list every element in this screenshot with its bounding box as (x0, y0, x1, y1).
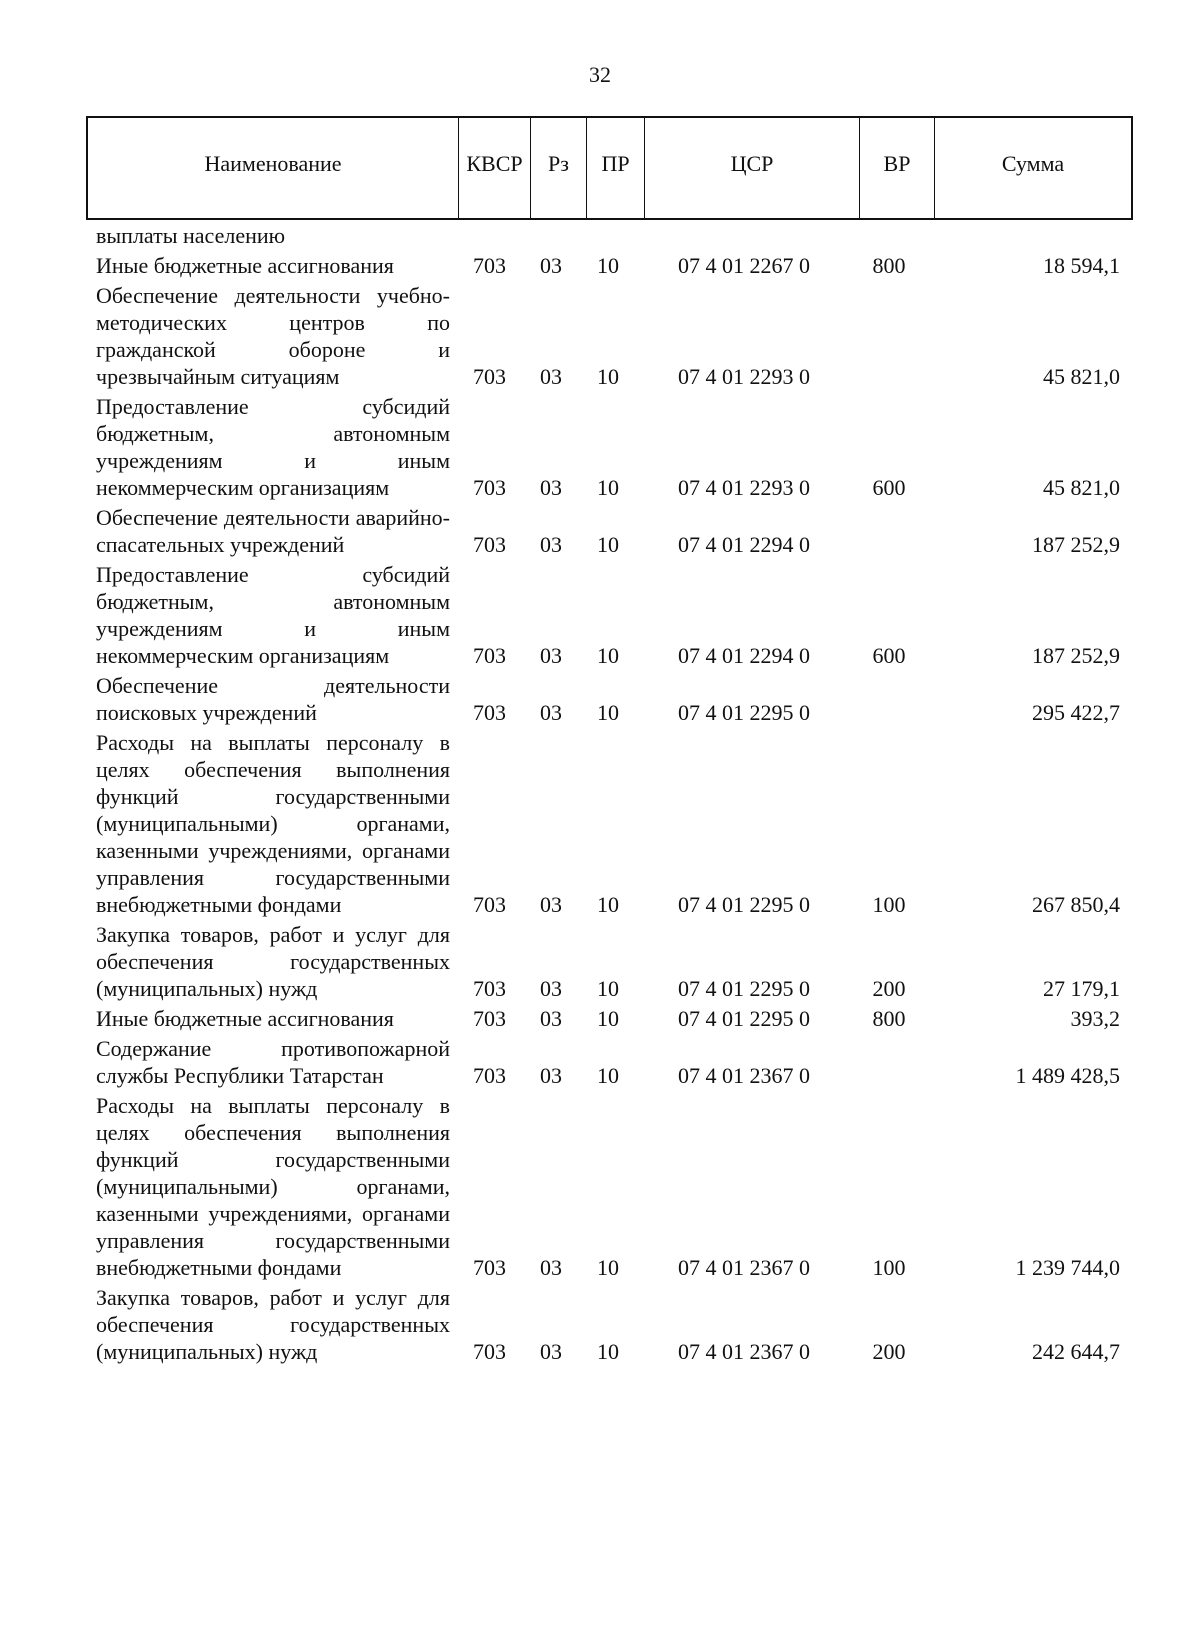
row-csr: 07 4 01 2294 0 (678, 643, 810, 668)
row-name: Закупка товаров, работ и услуг для обеспечения государственных (муниципальных) нужд (96, 922, 450, 1001)
row-kvsr: 703 (473, 1063, 506, 1088)
row-kvsr: 703 (473, 1255, 506, 1280)
row-kvsr: 703 (473, 700, 506, 725)
row-name: Содержание противопожарной службы Республики Татарстан (96, 1036, 450, 1088)
row-vr: 200 (872, 976, 906, 1001)
table-header (86, 116, 1133, 220)
table-row (96, 1035, 1136, 1089)
row-rz: 03 (540, 1063, 562, 1088)
row-rz: 03 (540, 475, 562, 500)
page-number: 32 (589, 62, 611, 87)
row-name: Обеспечение деятельности аварийно-спасательных учреждений (96, 505, 450, 557)
table-row (96, 1005, 1136, 1032)
row-sum: 187 252,9 (1032, 532, 1120, 557)
row-pr: 10 (597, 976, 619, 1001)
table-row (96, 222, 1136, 249)
row-vr: 600 (872, 475, 906, 500)
row-rz: 03 (540, 532, 562, 557)
header-csr: ЦСР (645, 118, 860, 218)
row-csr: 07 4 01 2294 0 (678, 532, 810, 557)
row-name: Расходы на выплаты персоналу в целях обеспечения выполнения функций государственными (муниципальными) органами, казенными учреждениями, органами управления государственными внебюджетными фондами (96, 1093, 450, 1280)
row-pr: 10 (597, 364, 619, 389)
row-name: Обеспечение деятельности поисковых учреждений (96, 673, 450, 725)
row-kvsr: 703 (473, 1339, 506, 1364)
row-pr: 10 (597, 253, 619, 278)
row-pr: 10 (597, 700, 619, 725)
row-csr: 07 4 01 2293 0 (678, 364, 810, 389)
table-row (96, 504, 1136, 558)
row-csr: 07 4 01 2293 0 (678, 475, 810, 500)
row-sum: 1 239 744,0 (1015, 1255, 1120, 1280)
table-row (96, 729, 1136, 918)
row-vr: 600 (872, 643, 906, 668)
row-rz: 03 (540, 892, 562, 917)
row-pr: 10 (597, 643, 619, 668)
row-csr: 07 4 01 2367 0 (678, 1339, 810, 1364)
row-csr: 07 4 01 2295 0 (678, 700, 810, 725)
header-kvsr: КВСР (459, 118, 531, 218)
table-body (96, 222, 1136, 1368)
row-vr: 800 (872, 1006, 906, 1031)
row-rz: 03 (540, 253, 562, 278)
row-name: Иные бюджетные ассигнования (96, 253, 394, 278)
row-rz: 03 (540, 1255, 562, 1280)
row-sum: 242 644,7 (1032, 1339, 1120, 1364)
row-vr: 200 (872, 1339, 906, 1364)
row-rz: 03 (540, 1006, 562, 1031)
row-pr: 10 (597, 892, 619, 917)
row-kvsr: 703 (473, 976, 506, 1001)
row-csr: 07 4 01 2367 0 (678, 1255, 810, 1280)
row-rz: 03 (540, 976, 562, 1001)
row-pr: 10 (597, 1339, 619, 1364)
row-pr: 10 (597, 1006, 619, 1031)
table-row (96, 672, 1136, 726)
table-row (96, 1092, 1136, 1281)
row-sum: 267 850,4 (1032, 892, 1120, 917)
row-rz: 03 (540, 1339, 562, 1364)
row-name: Расходы на выплаты персоналу в целях обеспечения выполнения функций государственными (муниципальными) органами, казенными учреждениями, органами управления государственными внебюджетными фондами (96, 730, 450, 917)
row-sum: 45 821,0 (1043, 364, 1120, 389)
table-row (96, 1284, 1136, 1365)
row-rz: 03 (540, 700, 562, 725)
row-kvsr: 703 (473, 532, 506, 557)
row-csr: 07 4 01 2295 0 (678, 1006, 810, 1031)
row-sum: 45 821,0 (1043, 475, 1120, 500)
row-sum: 18 594,1 (1043, 253, 1120, 278)
table-row (96, 252, 1136, 279)
row-pr: 10 (597, 1063, 619, 1088)
row-name: Иные бюджетные ассигнования (96, 1006, 394, 1031)
row-vr: 100 (872, 1255, 906, 1280)
row-pr: 10 (597, 1255, 619, 1280)
row-gap (96, 1365, 1136, 1368)
header-name: Наименование (88, 118, 459, 218)
row-name: выплаты населению (96, 223, 286, 248)
row-sum: 393,2 (1070, 1006, 1120, 1031)
row-kvsr: 703 (473, 364, 506, 389)
row-name: Закупка товаров, работ и услуг для обеспечения государственных (муниципальных) нужд (96, 1285, 450, 1364)
table-row (96, 561, 1136, 669)
row-csr: 07 4 01 2295 0 (678, 892, 810, 917)
row-kvsr: 703 (473, 643, 506, 668)
header-rz: Рз (531, 118, 587, 218)
row-csr: 07 4 01 2295 0 (678, 976, 810, 1001)
row-kvsr: 703 (473, 475, 506, 500)
row-name: Предоставление субсидий бюджетным, автономным учреждениям и иным некоммерческим организациям (96, 562, 450, 668)
table-row (96, 921, 1136, 1002)
row-vr: 100 (872, 892, 906, 917)
table-row (96, 282, 1136, 390)
header-sum: Сумма (1001, 151, 1065, 176)
row-csr: 07 4 01 2267 0 (678, 253, 810, 278)
row-sum: 1 489 428,5 (1015, 1063, 1120, 1088)
row-sum: 295 422,7 (1032, 700, 1120, 725)
row-name: Предоставление субсидий бюджетным, автономным учреждениям и иным некоммерческим организациям (96, 394, 450, 500)
table-row (96, 393, 1136, 501)
row-rz: 03 (540, 364, 562, 389)
header-vr: ВР (860, 118, 935, 218)
row-sum: 187 252,9 (1032, 643, 1120, 668)
row-vr: 800 (872, 253, 906, 278)
header-pr: ПР (587, 118, 645, 218)
row-name: Обеспечение деятельности учебно-методических центров по гражданской обороне и чрезвычайным ситуациям (96, 283, 450, 389)
row-kvsr: 703 (473, 253, 506, 278)
row-rz: 03 (540, 643, 562, 668)
row-kvsr: 703 (473, 1006, 506, 1031)
row-sum: 27 179,1 (1043, 976, 1120, 1001)
row-csr: 07 4 01 2367 0 (678, 1063, 810, 1088)
row-kvsr: 703 (473, 892, 506, 917)
row-pr: 10 (597, 475, 619, 500)
row-pr: 10 (597, 532, 619, 557)
